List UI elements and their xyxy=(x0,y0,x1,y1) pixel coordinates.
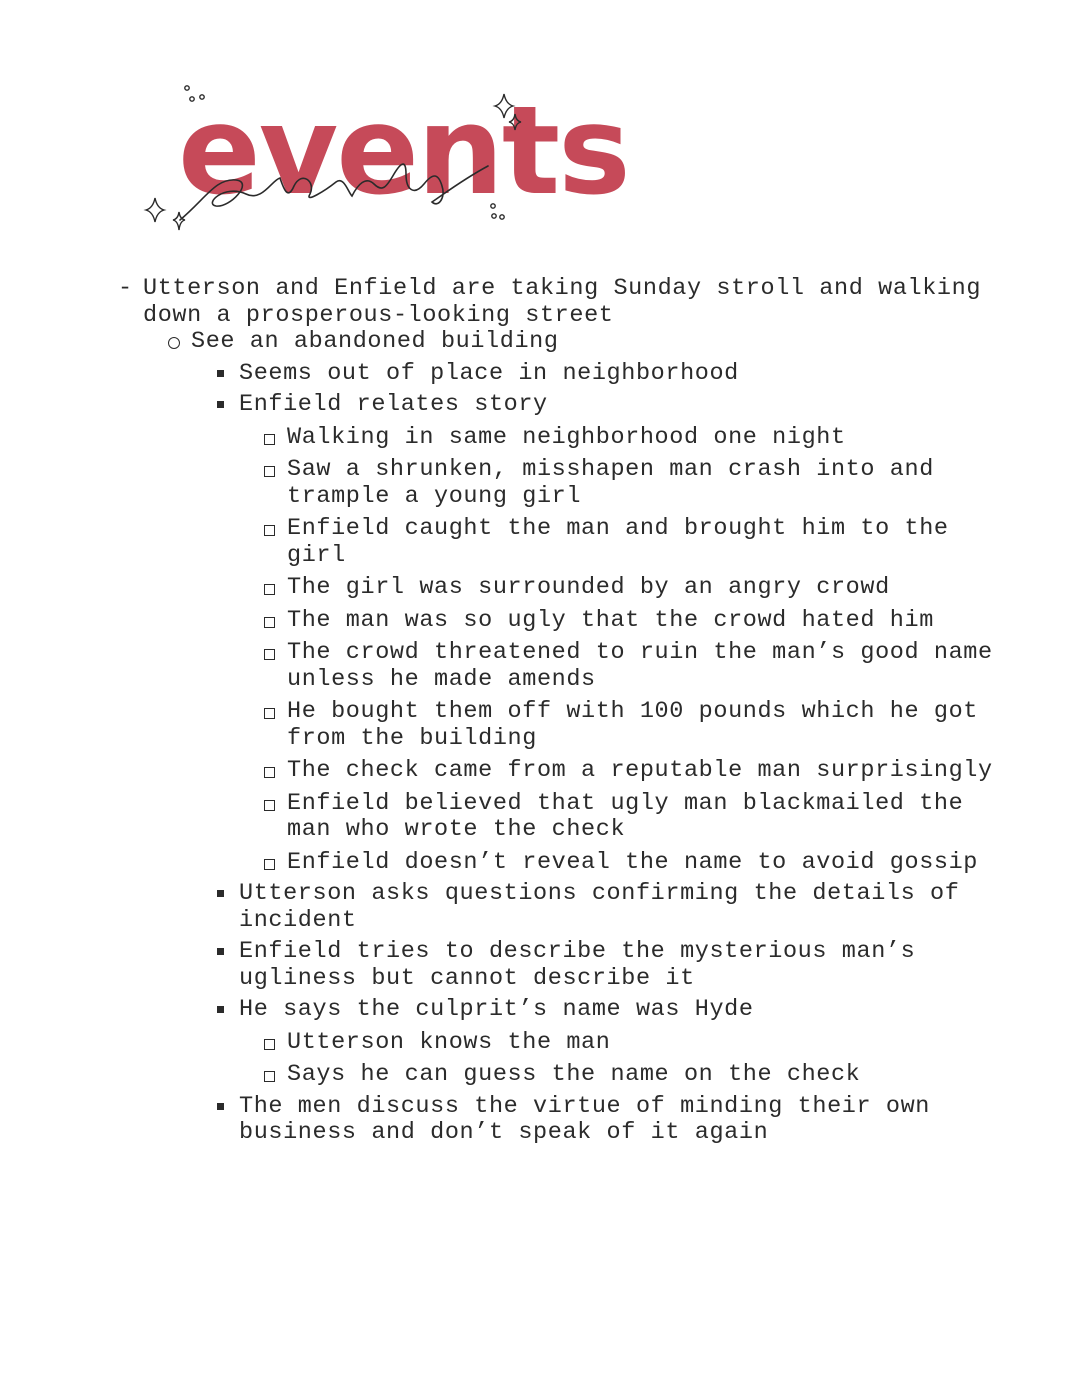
list-item xyxy=(215,881,1018,934)
notes-outline xyxy=(118,276,1018,1147)
list-item-text: The men discuss the virtue of minding their own business and don’t speak of it again xyxy=(239,1092,931,1146)
title-lettering xyxy=(140,80,629,240)
list-item-text: Enfield believed that ugly man blackmailed the man who wrote the check xyxy=(287,789,964,843)
list-item xyxy=(263,791,1018,844)
outline-level-2 xyxy=(167,329,1018,1147)
list-item xyxy=(215,939,1018,992)
circle-bullet-icon xyxy=(168,337,180,349)
list-item-text: Says he can guess the name on the check xyxy=(287,1061,861,1088)
square-bullet-icon xyxy=(217,890,224,897)
box-bullet-icon xyxy=(264,649,275,660)
sparkle-icon xyxy=(146,198,164,222)
box-bullet-icon xyxy=(264,434,275,445)
list-item xyxy=(263,758,1018,785)
list-item-text: Walking in same neighborhood one night xyxy=(287,423,846,451)
list-item xyxy=(263,1030,1018,1057)
square-bullet-icon xyxy=(217,401,224,408)
list-item-text: Utterson knows the man xyxy=(287,1028,611,1056)
list-item-text: Enfield caught the man and brought him to the girl xyxy=(287,515,949,569)
box-bullet-icon xyxy=(264,767,275,778)
square-bullet-icon xyxy=(217,948,224,955)
list-item-text: Utterson asks questions confirming the details of incident xyxy=(239,880,960,934)
page-title: events xyxy=(178,80,629,222)
list-item-text: See an abandoned building xyxy=(191,328,559,355)
list-item xyxy=(215,392,1018,876)
list-item xyxy=(263,425,1018,452)
box-bullet-icon xyxy=(264,1039,275,1050)
list-item xyxy=(263,575,1018,602)
list-item-text: The check came from a reputable man surprisingly xyxy=(287,757,993,784)
list-item xyxy=(263,850,1018,877)
box-bullet-icon xyxy=(264,617,275,628)
square-bullet-icon xyxy=(217,370,224,377)
list-item-text: Utterson and Enfield are taking Sunday stroll and walking down a prosperous-looking street xyxy=(143,275,982,329)
list-item xyxy=(215,361,1018,388)
list-item xyxy=(263,640,1018,693)
list-item-text: Enfield relates story xyxy=(239,391,548,418)
list-item xyxy=(167,329,1018,1147)
outline-level-4 xyxy=(263,1030,1018,1089)
box-bullet-icon xyxy=(264,466,275,477)
box-bullet-icon xyxy=(264,800,275,811)
list-item xyxy=(215,997,1018,1089)
list-item-text: Enfield tries to describe the mysterious man’s ugliness but cannot describe it xyxy=(239,938,916,992)
box-bullet-icon xyxy=(264,584,275,595)
list-item-text: Seems out of place in neighborhood xyxy=(239,359,739,387)
square-bullet-icon xyxy=(217,1103,224,1110)
list-item-text: Saw a shrunken, misshapen man crash into and trample a young girl xyxy=(287,456,934,510)
box-bullet-icon xyxy=(264,859,275,870)
list-item-text: The girl was surrounded by an angry crowd xyxy=(287,574,890,601)
square-bullet-icon xyxy=(217,1006,224,1013)
list-item-text: He says the culprit’s name was Hyde xyxy=(239,996,754,1023)
list-item xyxy=(263,699,1018,752)
box-bullet-icon xyxy=(264,708,275,719)
list-item xyxy=(263,457,1018,510)
dash-bullet-icon xyxy=(118,276,140,303)
box-bullet-icon xyxy=(264,525,275,536)
list-item-text: Enfield doesn’t reveal the name to avoid gossip xyxy=(287,848,979,876)
outline-level-3 xyxy=(215,361,1018,1147)
list-item xyxy=(263,1062,1018,1089)
outline-level-1 xyxy=(118,276,1018,1147)
list-item-text: He bought them off with 100 pounds which he got from the building xyxy=(287,698,979,752)
outline-level-4 xyxy=(263,425,1018,877)
list-item xyxy=(263,516,1018,569)
box-bullet-icon xyxy=(264,1071,275,1082)
list-item-text: The crowd threatened to ruin the man’s good name unless he made amends xyxy=(287,639,993,693)
list-item xyxy=(118,276,1018,1147)
list-item xyxy=(263,608,1018,635)
list-item-text: The man was so ugly that the crowd hated him xyxy=(287,606,934,634)
list-item xyxy=(215,1094,1018,1147)
